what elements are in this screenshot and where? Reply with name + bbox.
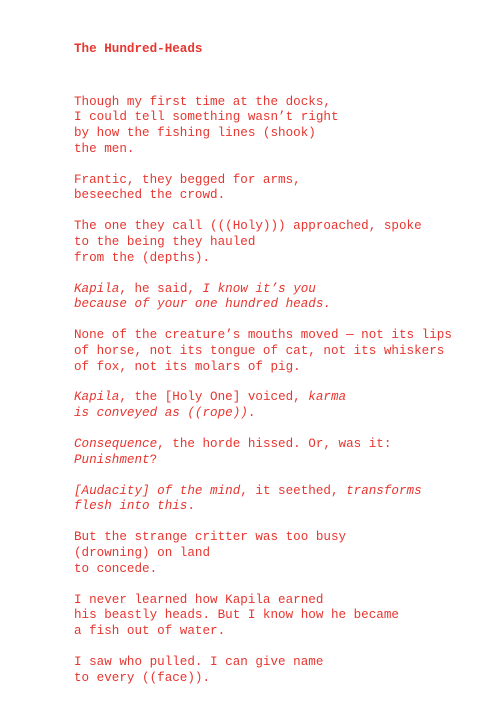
- text-segment: to the being they hauled: [74, 235, 256, 249]
- poem-line: [74, 188, 480, 204]
- italic-text-segment: [Audacity] of the mind: [74, 483, 241, 498]
- text-segment: , the horde hissed. Or, was it:: [157, 437, 392, 452]
- text-segment: to concede.: [74, 561, 158, 576]
- poem-line: [74, 530, 480, 546]
- poem-line: [74, 624, 480, 640]
- poem-line: [74, 593, 480, 609]
- text-segment: of horse, not its tongue of cat, not its whiskers: [74, 343, 445, 358]
- text-segment: None of the creature’s mouths moved — not its lips: [74, 328, 452, 343]
- poem-line: [74, 110, 480, 126]
- italic-text-segment: Kapila: [74, 281, 120, 296]
- poem-line: [74, 360, 480, 376]
- italic-text-segment: I know it’s you: [202, 281, 316, 296]
- poem-line: [74, 484, 480, 500]
- text-segment: from the (depths).: [74, 250, 211, 265]
- poem-line: [74, 282, 480, 298]
- text-segment: .: [187, 499, 195, 514]
- poem-line: [74, 95, 480, 111]
- text-segment: I saw who pulled. I can give name: [74, 654, 324, 669]
- text-segment: .: [247, 406, 256, 421]
- text-segment: beseeched the crowd.: [74, 188, 226, 203]
- poem-line: [74, 655, 480, 671]
- text-segment: ?: [149, 452, 158, 467]
- poem-stanza: [74, 219, 480, 266]
- poem-line: [74, 406, 480, 422]
- poem-stanza: [74, 282, 480, 313]
- italic-text-segment: Consequence: [74, 437, 158, 452]
- poem-line: [74, 453, 480, 469]
- poem-stanza: [74, 390, 480, 421]
- poem-line: [74, 546, 480, 562]
- text-segment: by how the fishing lines (shook): [74, 126, 316, 141]
- text-segment: a fish out of water.: [74, 623, 226, 638]
- poem-line: [74, 235, 480, 251]
- poem-line: [74, 328, 480, 344]
- poem-line: [74, 562, 480, 578]
- poem-line: [74, 173, 480, 189]
- text-segment: of fox, not its molars of pig.: [74, 359, 301, 374]
- poem-line: [74, 437, 480, 453]
- poem-stanza: [74, 328, 480, 375]
- poem-line: [74, 608, 480, 624]
- text-segment: the men.: [74, 141, 135, 156]
- poem-stanza: [74, 593, 480, 640]
- poem-line: [74, 126, 480, 142]
- text-segment: , the [Holy One] voiced,: [119, 390, 309, 405]
- poem-body: [74, 95, 480, 687]
- text-segment: Frantic, they begged for arms,: [74, 172, 301, 187]
- italic-text-segment: karma: [308, 390, 347, 405]
- poem-line: [74, 344, 480, 360]
- poem-stanza: [74, 484, 480, 515]
- poem-line: [74, 499, 480, 515]
- poem-stanza: [74, 173, 480, 204]
- text-segment: , he said,: [119, 281, 203, 296]
- text-segment: I never learned how Kapila earned: [74, 592, 324, 607]
- poem-stanza: [74, 530, 480, 577]
- poem-line: [74, 671, 480, 687]
- text-segment: to every ((face)).: [74, 670, 211, 685]
- text-segment: The one they call (((Holy))) approached, spoke: [74, 219, 422, 234]
- poem-line: [74, 219, 480, 235]
- italic-text-segment: is conveyed as ((rope)): [74, 406, 248, 421]
- italic-text-segment: transforms: [346, 483, 422, 498]
- poem-stanza: [74, 437, 480, 468]
- poem-stanza: [74, 655, 480, 686]
- poem-line: [74, 297, 480, 313]
- poem-title: The Hundred-Heads: [74, 42, 203, 56]
- text-segment: But the strange critter was too busy: [74, 530, 347, 545]
- italic-text-segment: because of your one hundred heads.: [74, 297, 331, 312]
- text-segment: Though my first time at the docks,: [74, 94, 331, 109]
- text-segment: (drowning) on land: [74, 545, 211, 560]
- italic-text-segment: Punishment: [74, 452, 150, 467]
- poem-line: [74, 251, 480, 267]
- poem-stanza: [74, 95, 480, 158]
- text-segment: I could tell something wasn’t right: [74, 110, 339, 125]
- text-segment: his beastly heads. But I know how he became: [74, 608, 399, 623]
- poem-line: [74, 142, 480, 158]
- poem-line: [74, 390, 480, 406]
- italic-text-segment: flesh into this: [74, 499, 188, 514]
- italic-text-segment: Kapila: [74, 390, 120, 405]
- text-segment: , it seethed,: [240, 483, 347, 498]
